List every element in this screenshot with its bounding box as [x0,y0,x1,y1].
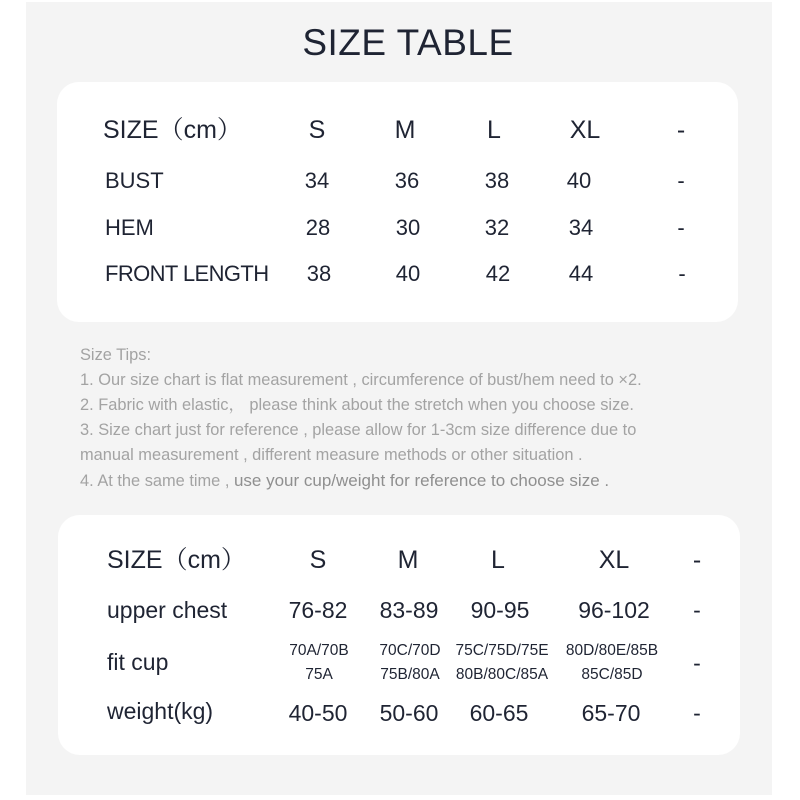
page-title: SIZE TABLE [302,22,514,63]
cell-weight-m: 50-60 [379,700,439,726]
cell-bust-xl: 40 [566,168,592,193]
cell-fit-cup-extra: - [693,650,701,676]
fit-table-card [58,515,740,755]
header-xl: XL [598,546,630,574]
header-size-cm: SIZE（cm） [107,546,246,574]
cell-front-length-xl: 44 [568,261,594,286]
cell-bust-l: 38 [484,168,510,193]
cell-fit-cup-m-line2: 75B/80A [380,666,440,683]
header-s: S [308,116,326,144]
cell-hem-s: 28 [305,215,331,240]
cell-fit-cup-m [379,639,440,687]
cell-front-length-s: 38 [306,261,332,286]
row-label-front-length: FRONT LENGTH [105,261,269,286]
cell-fit-cup-s [289,639,348,687]
cell-upper-chest-extra: - [693,597,701,623]
row-label-hem: HEM [105,215,154,240]
cell-hem-xl: 34 [568,215,594,240]
header-size-cm: SIZE（cm） [103,116,242,144]
tip-line-3: 3. Size chart just for reference , please allow for 1-3cm size difference due to [80,421,637,439]
header-l: L [487,116,501,144]
cell-fit-cup-l-line1: 75C/75D/75E [455,642,549,659]
row-label-fit-cup: fit cup [107,649,169,675]
cell-fit-cup-m-line1: 70C/70D [379,642,441,659]
cell-hem-m: 30 [395,215,421,240]
cell-fit-cup-s-line1: 70A/70B [289,642,349,659]
cell-bust-extra: - [677,168,685,193]
cell-fit-cup-s-line2: 75A [305,666,333,683]
cell-front-length-m: 40 [395,261,421,286]
header-s: S [309,546,327,574]
row-label-upper-chest: upper chest [107,597,228,623]
cell-weight-xl: 65-70 [581,700,641,726]
cell-bust-s: 34 [304,168,330,193]
tips-heading: Size Tips: [80,346,152,364]
cell-front-length-l: 42 [485,261,511,286]
tip-line-2: 2. Fabric with elastic， please think about the stretch when you choose size. [80,396,634,414]
cell-hem-l: 32 [484,215,510,240]
header-m: M [397,546,419,574]
cell-fit-cup-xl-line1: 80D/80E/85B [565,642,659,659]
cell-hem-extra: - [677,215,685,240]
cell-weight-s: 40-50 [288,700,348,726]
tip-line-4-start: 4. At the same time , [80,472,230,490]
size-table-card [57,82,738,322]
tip-line-1: 1. Our size chart is flat measurement , circumference of bust/hem need to ×2. [80,371,642,389]
cell-fit-cup-xl-line2: 85C/85D [581,666,643,683]
cell-front-length-extra: - [678,261,686,286]
cell-upper-chest-l: 90-95 [470,597,530,623]
cell-bust-m: 36 [394,168,420,193]
cell-fit-cup-l-line2: 80B/80C/85A [455,666,549,683]
row-label-bust: BUST [105,168,164,193]
row-label-weight: weight(kg) [107,698,214,724]
tip-line-3-cont: manual measurement , different measure methods or other situation . [80,446,583,464]
cell-weight-extra: - [693,700,701,726]
cell-fit-cup-xl [566,639,658,687]
header-l: L [491,546,505,574]
cell-upper-chest-s: 76-82 [288,597,348,623]
cell-weight-l: 60-65 [469,700,529,726]
header-extra: - [692,546,702,574]
header-m: M [394,116,416,144]
cell-upper-chest-m: 83-89 [379,597,439,623]
tip-line-4 [80,468,740,494]
size-tips [80,343,740,494]
header-xl: XL [569,116,601,144]
cell-fit-cup-l [455,639,548,687]
tip-line-4-emphasis: use your cup/weight for reference to choose size . [233,471,610,490]
cell-upper-chest-xl: 96-102 [578,597,650,623]
header-extra: - [676,116,686,144]
